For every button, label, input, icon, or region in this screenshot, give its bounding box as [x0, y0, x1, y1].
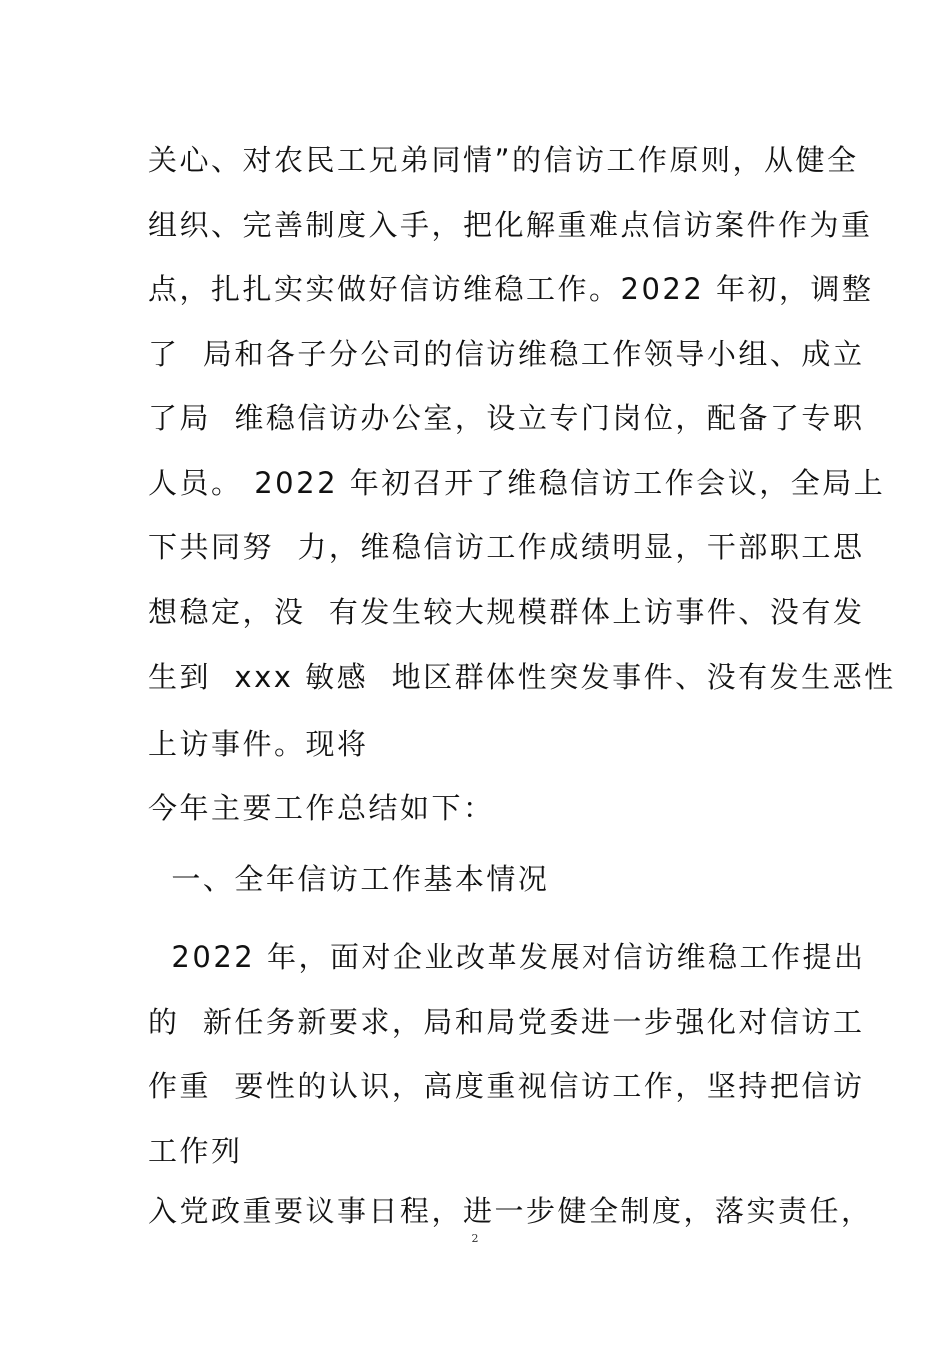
text-line: 入党政重要议事日程，进一步健全制度，落实责任， — [148, 1194, 873, 1228]
text-line: 人员。 2022 年初召开了维稳信访工作会议，全局上 — [148, 466, 886, 500]
text-line: 生到 xxx 敏感 地区群体性突发事件、没有发生恶性 — [148, 660, 896, 694]
text-line: 了 局和各子分公司的信访维稳工作领导小组、成立 — [148, 337, 865, 371]
section-heading: 一、全年信访工作基本情况 — [148, 862, 550, 896]
text-line: 作重 要性的认识，高度重视信访工作，坚持把信访 — [148, 1069, 865, 1103]
text-line: 的 新任务新要求，局和局党委进一步强化对信访工 — [148, 1005, 865, 1039]
text-line: 工作列 — [148, 1134, 243, 1168]
text-line: 下共同努 力，维稳信访工作成绩明显，干部职工思 — [148, 530, 865, 564]
text-line: 组织、完善制度入手，把化解重难点信访案件作为重 — [148, 208, 873, 242]
text-line: 了局 维稳信访办公室，设立专门岗位，配备了专职 — [148, 401, 865, 435]
page-number: 2 — [471, 1232, 479, 1245]
text-line: 点，扎扎实实做好信访维稳工作。2022 年初，调整 — [148, 272, 874, 306]
text-line: 关心、对农民工兄弟同情”的信访工作原则，从健全 — [148, 143, 859, 177]
text-line: 2022 年，面对企业改革发展对信访维稳工作提出 — [148, 940, 866, 974]
text-line: 今年主要工作总结如下： — [148, 791, 495, 825]
text-line: 想稳定，没 有发生较大规模群体上访事件、没有发 — [148, 595, 865, 629]
text-line: 上访事件。现将 — [148, 727, 369, 761]
